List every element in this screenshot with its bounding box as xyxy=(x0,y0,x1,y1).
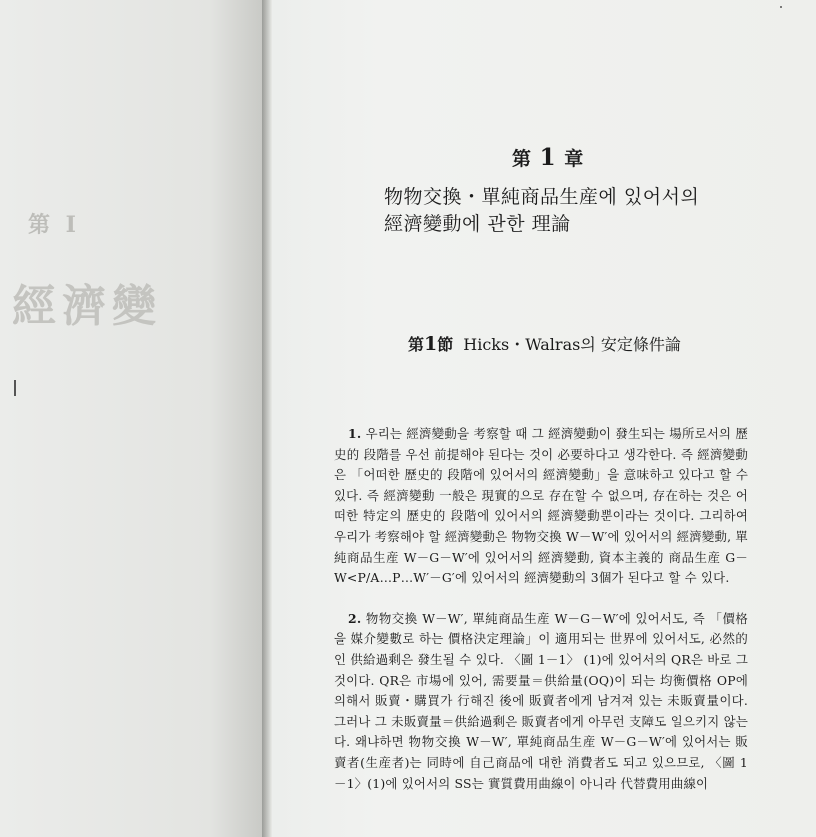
right-page xyxy=(272,0,816,837)
paragraph xyxy=(334,424,748,589)
section-suffix: 節 xyxy=(437,335,454,354)
section-heading xyxy=(408,332,681,355)
section-prefix: 第 xyxy=(408,335,425,354)
paragraph-number: 2. xyxy=(348,610,362,626)
page-speck xyxy=(780,6,782,8)
body-text xyxy=(334,424,748,794)
paragraph-text: 우리는 經濟變動을 考察할 때 그 經濟變動이 發生되는 場所로서의 歷史的 段階를 우선 前提해야 된다는 것이 必要하다고 생각한다. 즉 經濟變動은 「어떠한 歷史的 段階에 있어서의 經濟變動」을 意味하고 있다고 할 수 있다. 즉 經濟變動 一般은 現實的으로 存在할 수 없으며, 存在하는 것은 어떠한 特定의 歷史的 段階에 있어서의 經濟變動뿐이라는 것이다. 그리하여 우리가 考察해야 할 經濟變動은 物物交換 W－W′에 있어서의 經濟變動, 單純商品生産 W－G－W′에 있어서의 經濟變動, 資本主義的 商品生産 G－W<P/A…P…W′－G′에 있어서의 經濟變動의 3個가 된다고 할 수 있다. xyxy=(334,426,749,586)
section-title: Hicks・Walras의 安定條件論 xyxy=(463,335,681,354)
chapter-title xyxy=(384,184,784,238)
book-gutter xyxy=(262,0,272,837)
left-page-mark xyxy=(14,380,16,396)
paragraph-number: 1. xyxy=(348,426,362,441)
chapter-title-line1: 物物交換・單純商品生産에 있어서의 xyxy=(384,186,700,208)
paragraph xyxy=(334,609,748,794)
section-number: 1 xyxy=(424,333,438,355)
left-page-ghost-title: 經濟變 xyxy=(12,281,162,332)
paragraph-text: 物物交換 W－W′, 單純商品生産 W－G－W′에 있어서도, 즉 「價格을 媒介變數로 하는 價格決定理論」이 適用되는 世界에 있어서도, 必然的인 供給過剩은 發生될 수 있다. 〈圖 1－1〉 (1)에 있어서의 QR은 바로 그것이다. QR은 市場에 있어, 需要量＝供給量(OQ)이 되는 均衡價格 OP에 의해서 販賣・購買가 行해진 後에 販賣者에게 남겨져 있는 未販賣量이다. 그러나 그 未販賣量＝供給過剩은 販賣者에게 아무런 支障도 일으키지 않는다. 왜냐하면 物物交換 W－W′, 單純商品生産 W－G－W′에 있어서는 販賣者(生産者)는 同時에 自己商品에 대한 消費者도 되고 있으므로, 〈圖 1－1〉(1)에 있어서의 SS는 實質費用曲線이 아니라 代替費用曲線이 xyxy=(334,610,748,791)
chapter-title-line2: 經濟變動에 관한 理論 xyxy=(384,213,571,235)
left-page-ghost-heading: 第 I xyxy=(28,212,80,238)
chapter-prefix: 第 xyxy=(512,148,533,170)
left-page xyxy=(0,0,262,837)
chapter-number: 1 xyxy=(539,144,557,171)
chapter-heading xyxy=(512,144,584,171)
chapter-suffix: 章 xyxy=(564,148,585,170)
